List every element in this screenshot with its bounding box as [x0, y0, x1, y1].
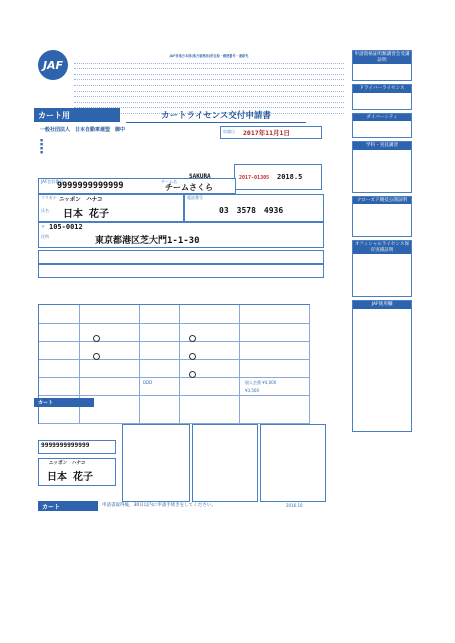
postal-value[interactable]: 105-0012	[49, 223, 83, 231]
option-circle[interactable]	[93, 327, 100, 346]
furigana-label: フリガナ	[41, 195, 57, 200]
card-name: 日本 花子	[47, 472, 94, 483]
member-no-value[interactable]: 9999999999999	[57, 181, 124, 191]
address-value[interactable]: 東京都港区芝大門1-1-30	[95, 236, 200, 246]
right-box-1: 申請資格証明類講習会受講証明	[354, 52, 410, 63]
addressee: 一般社団法人 日本自動車連盟 御中	[40, 127, 126, 133]
form-title: カートライセンス交付申請書	[126, 108, 306, 123]
card-preview	[38, 428, 116, 498]
branch-table-caption: JAF各地方本部(地方事務局)所在地・郵便番号・連絡先	[169, 54, 249, 58]
right-column	[352, 50, 412, 508]
footer	[38, 501, 338, 511]
card-furigana: ニッポン ハナコ	[49, 461, 86, 466]
footer-tab: カート	[38, 501, 98, 511]
card-tab-top: カート	[34, 398, 94, 407]
notes-area-2	[260, 424, 326, 502]
date-label: 申請日	[223, 129, 235, 134]
right-box-5: クローズド競技公開証明	[353, 197, 411, 205]
right-box-2: ドライバーライセンス	[353, 85, 411, 93]
member-row	[38, 173, 236, 194]
id-date: DDD	[143, 380, 153, 385]
team-value[interactable]: チームさくら	[165, 183, 213, 192]
phone-value[interactable]: 03 3578 4936	[219, 206, 284, 215]
right-box-6: オフィシャルライセンス保有実績証明	[354, 242, 410, 253]
instructions: ■ ■ ■ ■	[40, 138, 44, 154]
name-value[interactable]: 日本 花子	[63, 209, 110, 220]
jaf-logo	[38, 50, 68, 80]
phone-label: 電話番号	[187, 195, 203, 200]
notes-area-1	[192, 424, 258, 502]
option-circle[interactable]	[189, 345, 196, 364]
logo-text: JAF	[42, 58, 64, 72]
date-value[interactable]: 2017年11月1日	[243, 129, 290, 137]
address-label: 住所	[41, 234, 49, 239]
option-circle[interactable]	[93, 345, 100, 364]
name-block	[38, 194, 184, 222]
team-label: チーム名	[161, 179, 177, 184]
checkbox-row	[38, 264, 324, 278]
stamp-box	[234, 164, 322, 190]
right-box-7: JAF使用欄	[353, 301, 411, 309]
footer-note: 申請書取得後、30日以内に申請手続きをしてください。	[102, 503, 216, 508]
application-sheet	[34, 46, 418, 511]
member-no-label: JAF会員番号	[41, 179, 64, 184]
option-circle[interactable]	[189, 363, 196, 382]
right-box-4: 学科・実技講習	[353, 142, 411, 150]
branch-table	[74, 54, 344, 110]
name-label: 氏名	[41, 208, 49, 213]
address-block	[38, 222, 324, 248]
furigana-value[interactable]: ニッポン ハナコ	[59, 197, 103, 203]
fee-label-1: 個人会費 ¥4,000	[245, 380, 277, 385]
id-stamp: 2017-01305	[239, 175, 270, 181]
fee-label-2: ¥3,500	[245, 388, 259, 393]
footer-code: 2016.10	[286, 503, 303, 508]
card-member-no: 9999999999999	[41, 442, 90, 449]
phone-block	[184, 194, 324, 222]
form-tab: カート用	[34, 108, 120, 122]
signature-year: 2018.5	[277, 173, 303, 181]
date-box	[220, 126, 322, 139]
postal-label: 〒	[41, 224, 45, 229]
team-romaji[interactable]: SAKURA	[189, 173, 211, 180]
right-box-3: ダイバーシティ	[353, 114, 411, 122]
signature-row	[38, 250, 324, 264]
photo-area	[122, 424, 190, 502]
option-circle[interactable]	[189, 327, 196, 346]
